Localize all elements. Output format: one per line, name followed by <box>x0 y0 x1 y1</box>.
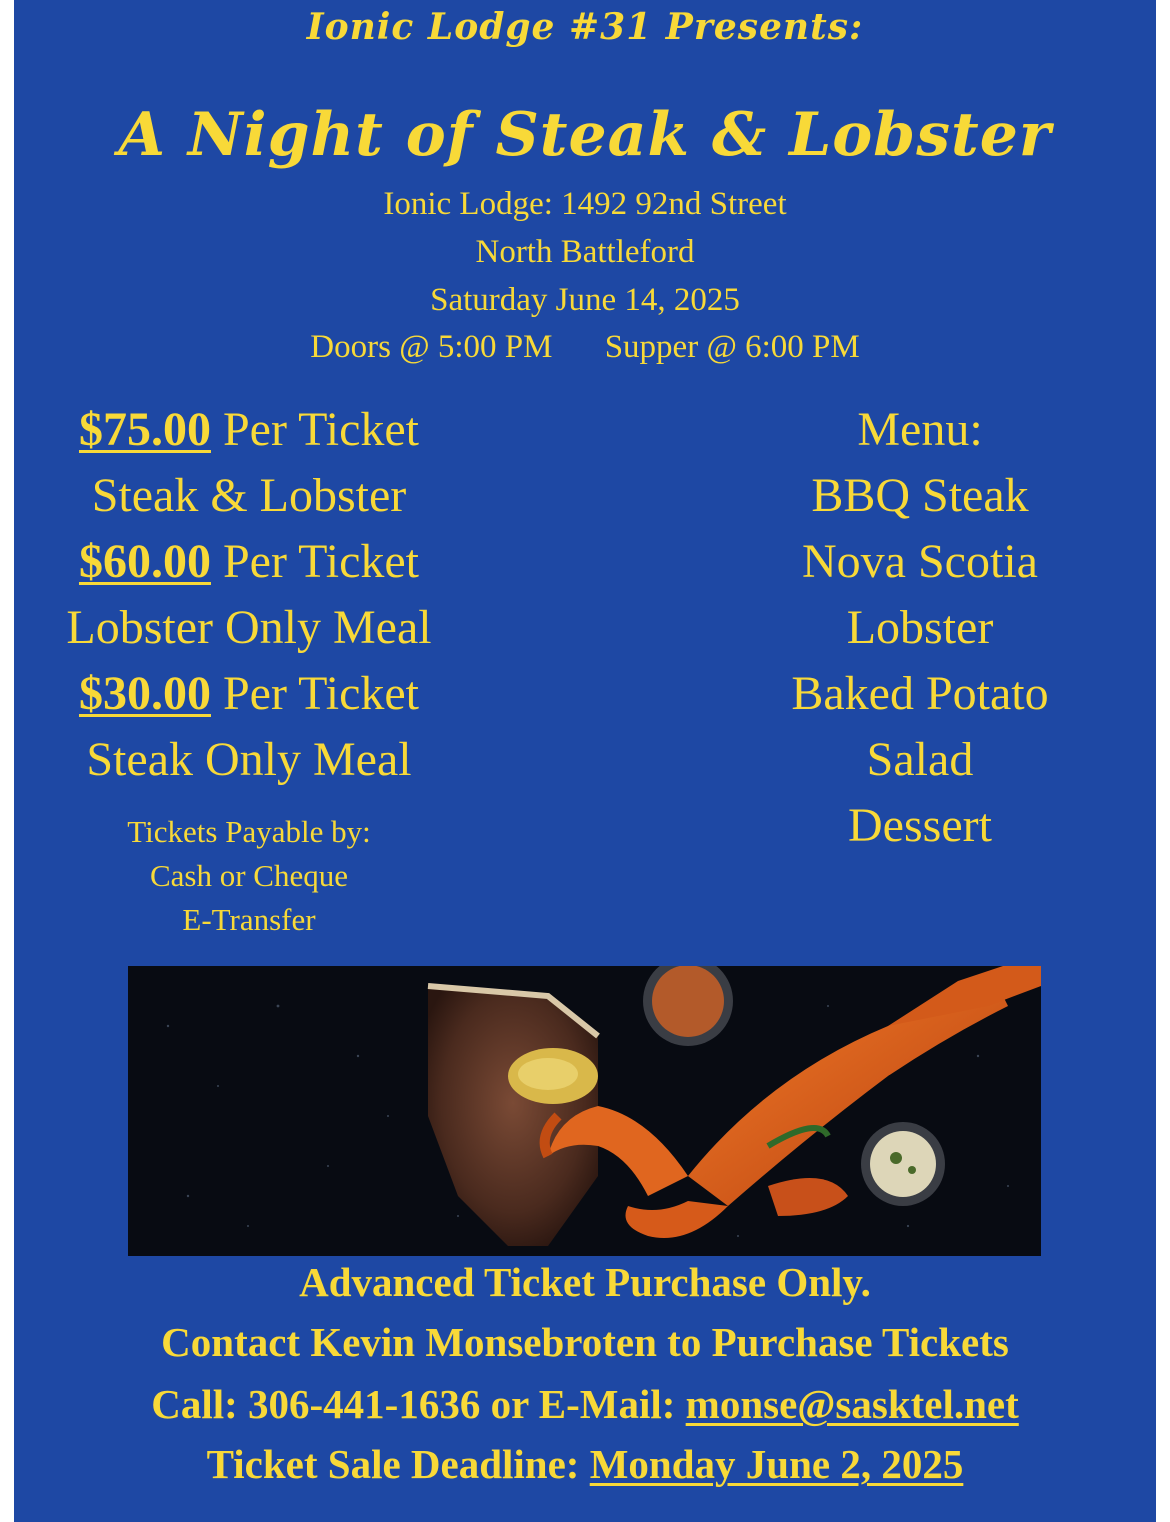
advanced-purchase-notice: Advanced Ticket Purchase Only. <box>299 1259 871 1305</box>
payment-method: Cash or Cheque <box>149 858 349 893</box>
ticket-price-row: $60.00 Per Ticket <box>78 535 420 588</box>
ticket-meal: Lobster Only Meal <box>66 601 432 654</box>
supper-time: Supper @ 6:00 PM <box>604 329 860 365</box>
ticket-price-row: $30.00 Per Ticket <box>78 667 420 720</box>
menu-item: Salad <box>866 733 974 786</box>
deadline-prefix: Ticket Sale Deadline: <box>206 1441 590 1487</box>
deadline-date: Monday June 2, 2025 <box>589 1441 964 1487</box>
ticket-price: $30.00 <box>78 667 211 720</box>
menu-item: Nova Scotia <box>802 535 1038 588</box>
menu-item: Baked Potato <box>791 667 1049 720</box>
ticket-price-row: $75.00 Per Ticket <box>78 403 420 456</box>
deadline-line <box>14 1440 1156 1488</box>
call-email-line <box>14 1380 1156 1428</box>
presents-line: Ionic Lodge #31 Presents: <box>306 6 864 48</box>
payment-info <box>14 810 484 942</box>
address-line-2: North Battleford <box>475 234 695 270</box>
event-date: Saturday June 14, 2025 <box>430 282 740 318</box>
menu-list <box>690 397 1150 859</box>
contact-line: Contact Kevin Monsebroten to Purchase Tickets <box>161 1319 1009 1365</box>
menu-item: Lobster <box>846 601 994 654</box>
ticket-meal: Steak & Lobster <box>91 469 407 522</box>
menu-heading: Menu: <box>857 403 983 456</box>
steak-lobster-illustration <box>128 966 1041 1256</box>
event-title: A Night of Steak & Lobster <box>118 100 1052 170</box>
steak-lobster-photo <box>128 966 1041 1256</box>
email-link[interactable]: monse@sasktel.net <box>685 1381 1019 1427</box>
ticket-price: $75.00 <box>78 403 211 456</box>
ticket-price: $60.00 <box>78 535 211 588</box>
call-prefix: Call: 306-441-1636 or E-Mail: <box>151 1381 686 1427</box>
ticket-prices <box>14 397 484 793</box>
menu-item: BBQ Steak <box>811 469 1029 522</box>
payment-method: E-Transfer <box>182 902 316 937</box>
payment-heading: Tickets Payable by: <box>127 814 371 849</box>
ticket-meal: Steak Only Meal <box>86 733 412 786</box>
event-times <box>14 329 1156 366</box>
event-poster <box>14 0 1156 1522</box>
menu-item: Dessert <box>848 799 992 852</box>
doors-time: Doors @ 5:00 PM <box>310 329 553 365</box>
address-line-1: Ionic Lodge: 1492 92nd Street <box>383 186 787 222</box>
